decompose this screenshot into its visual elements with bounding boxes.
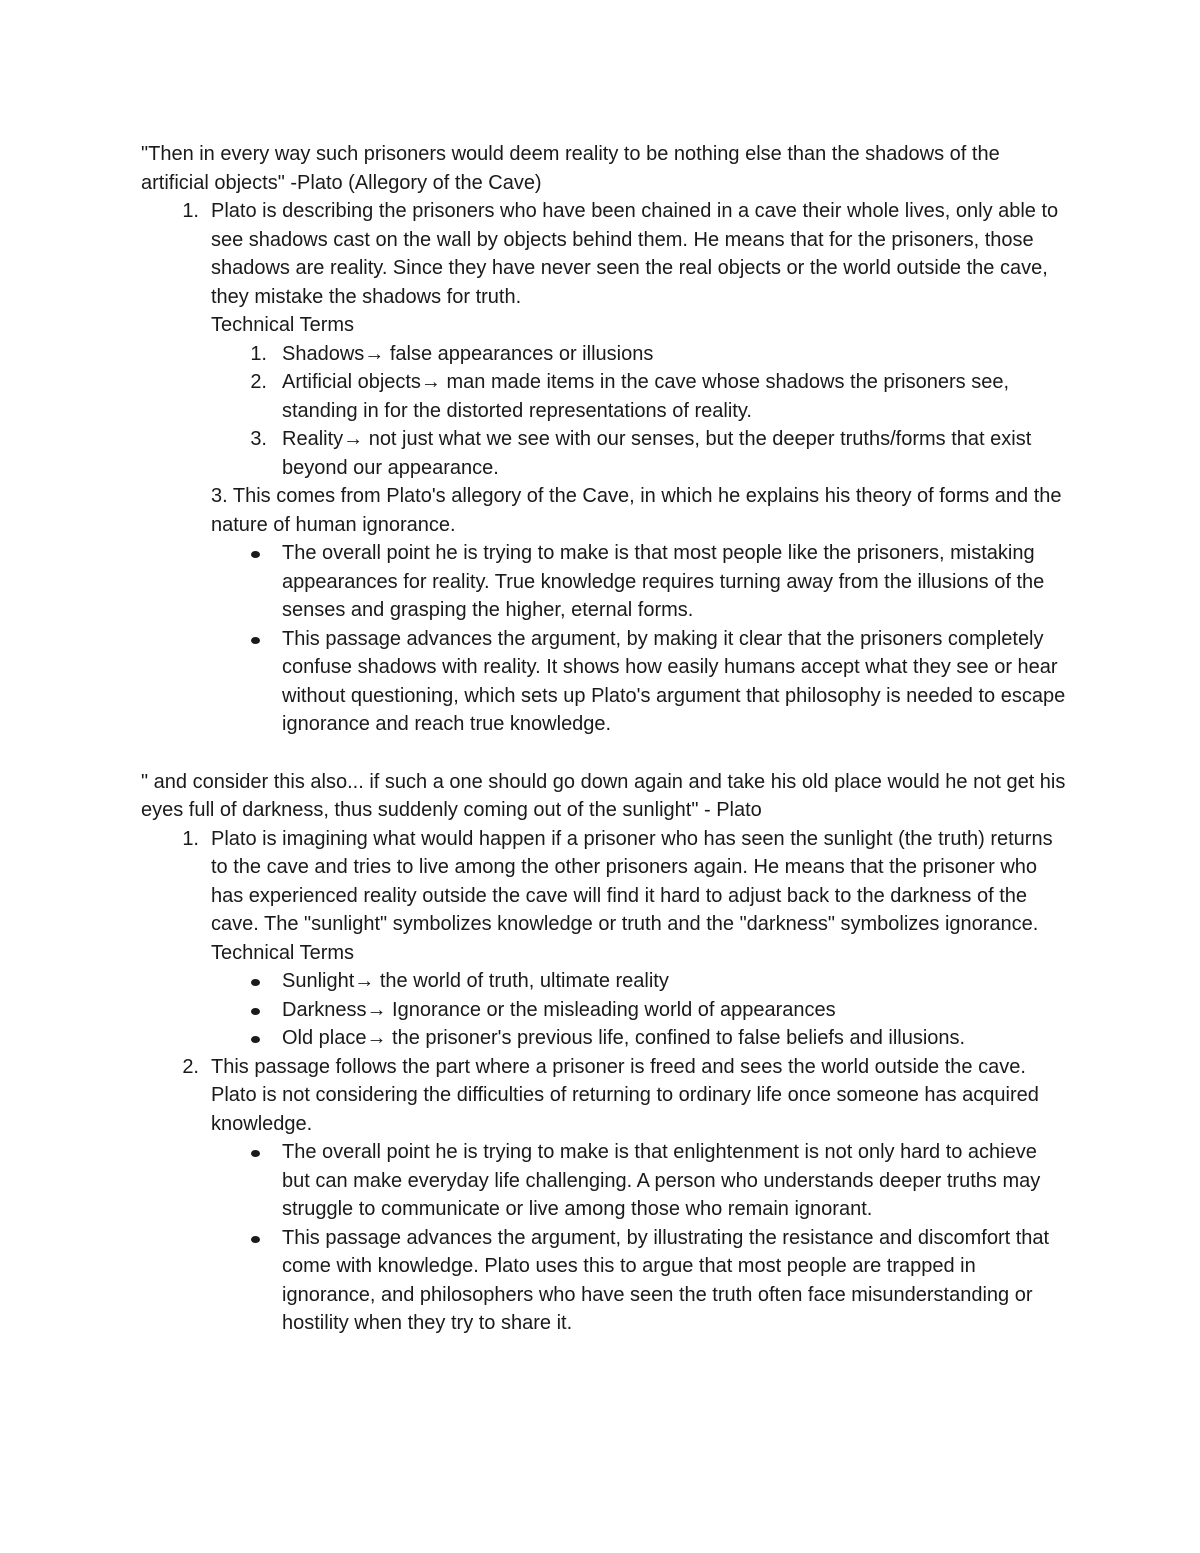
term-text: Reality→ not just what we see with our senses, but the deeper truths/forms that exist beyond our appearance.	[282, 428, 1032, 479]
bullet-item	[141, 539, 1066, 625]
list-item	[141, 197, 1066, 311]
term-item	[141, 425, 1066, 482]
term-item	[141, 1024, 1066, 1053]
list-item	[141, 1053, 1066, 1139]
bullet-text: This passage advances the argument, by making it clear that the prisoners completely confuse shadows with reality. It shows how easily humans accept what they see or hear without questioning, which sets up Plato's argument that philosophy is needed to escape ignorance and reach true knowledge.	[282, 627, 1066, 735]
quote-2: " and consider this also... if such a one should go down again and take his old place would he not get his eyes full of darkness, thus suddenly coming out of the sunlight" - Plato	[141, 770, 1066, 821]
term-item	[141, 368, 1066, 425]
technical-terms-heading: Technical Terms	[211, 314, 355, 336]
list-item-text: This passage follows the part where a prisoner is freed and sees the world outside the cave. Plato is not considering the difficulties of returning to ordinary life once someone has acquired knowledge.	[211, 1055, 1039, 1135]
bullet-icon	[251, 1150, 260, 1157]
list-number: 1.	[182, 200, 199, 222]
list-number: 2.	[250, 371, 267, 393]
bullet-icon	[251, 551, 260, 558]
list-number: 1.	[182, 827, 199, 850]
quote-1: "Then in every way such prisoners would deem reality to be nothing else than the shadows of the artificial objects" -Plato (Allegory of the Cave)	[141, 143, 1000, 194]
bullet-item	[141, 1224, 1066, 1338]
bullet-text: The overall point he is trying to make is that most people like the prisoners, mistaking appearances for reality. True knowledge requires turning away from the illusions of the senses and grasping the higher, eternal forms.	[282, 542, 1045, 621]
list-number: 2.	[182, 1055, 199, 1078]
term-text: Shadows→ false appearances or illusions	[282, 342, 654, 365]
term-text: Old place→ the prisoner's previous life, confined to false beliefs and illusions.	[282, 1027, 966, 1049]
bullet-text: This passage advances the argument, by illustrating the resistance and discomfort that come with knowledge. Plato uses this to argue that most people are trapped in ignorance, and philosophers who have seen the truth often face misunderstanding or hostility when they try to share it.	[282, 1226, 1050, 1334]
section-spacer	[141, 739, 1066, 768]
bullet-text: The overall point he is trying to make is that enlightenment is not only hard to achieve but can make everyday life challenging. A person who understands deeper truths may struggle to communicate or live among those who remain ignorant.	[282, 1141, 1041, 1220]
term-text: Artificial objects→ man made items in the cave whose shadows the prisoners see, standing in for the distorted representations of reality.	[282, 371, 1010, 422]
term-item	[141, 967, 1066, 996]
list-number: 1.	[250, 342, 267, 365]
bullet-item	[141, 1138, 1066, 1224]
list-item-text: Plato is imagining what would happen if a prisoner who has seen the sunlight (the truth) returns to the cave and tries to live among the other prisoners again. He means that the prisoner who has experienced reality outside the cave will find it hard to adjust back to the darkness of the cave. The "sunlight" symbolizes knowledge or truth and the "darkness" symbolizes ignorance.	[211, 827, 1053, 935]
context-paragraph: 3. This comes from Plato's allegory of the Cave, in which he explains his theory of forms and the nature of human ignorance.	[211, 485, 1062, 536]
bullet-icon	[251, 979, 260, 986]
list-number: 3.	[250, 428, 267, 450]
term-item	[141, 996, 1066, 1025]
bullet-icon	[251, 637, 260, 644]
document-body	[141, 140, 1066, 1338]
bullet-icon	[251, 1236, 260, 1243]
list-item-text: Plato is describing the prisoners who have been chained in a cave their whole lives, only able to see shadows cast on the wall by objects behind them. He means that for the prisoners, those shadows are reality. Since they have never seen the real objects or the world outside the cave, they mistake the shadows for truth.	[211, 200, 1059, 308]
bullet-icon	[251, 1036, 260, 1043]
term-text: Darkness→ Ignorance or the misleading world of appearances	[282, 998, 836, 1021]
term-text: Sunlight→ the world of truth, ultimate reality	[282, 970, 669, 992]
bullet-item	[141, 625, 1066, 739]
term-item	[141, 340, 1066, 369]
technical-terms-heading: Technical Terms	[211, 941, 355, 964]
list-item	[141, 825, 1066, 939]
bullet-icon	[251, 1008, 260, 1015]
